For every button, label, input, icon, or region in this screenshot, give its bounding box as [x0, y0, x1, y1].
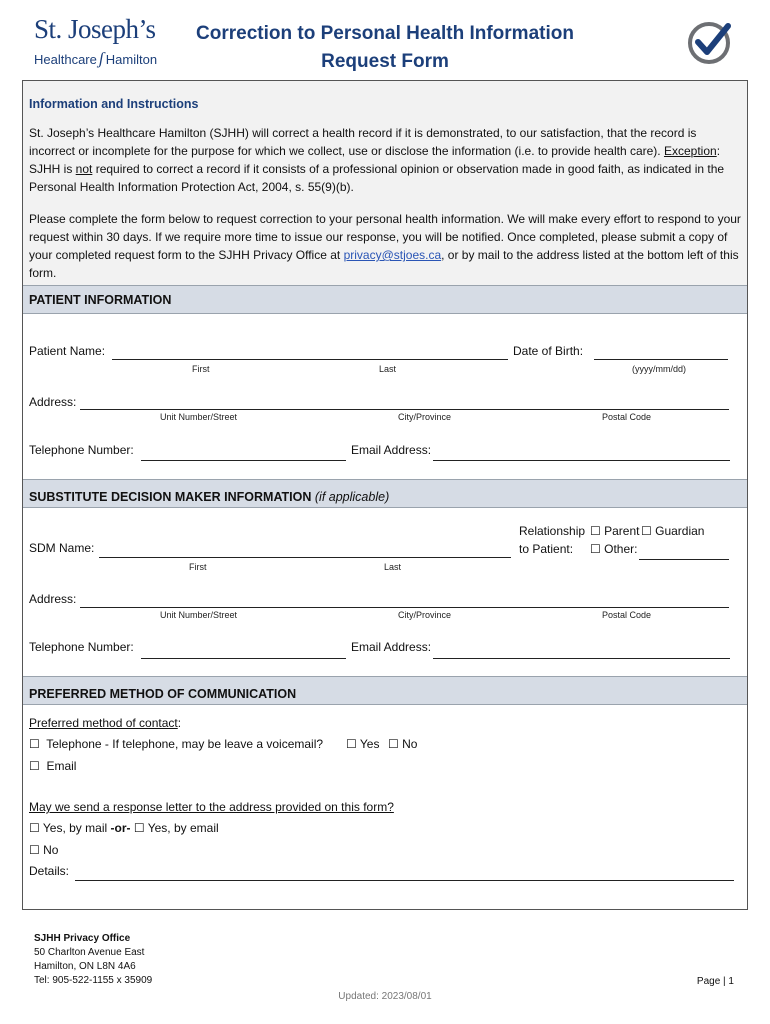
submit-text: Please complete the form below to request correction to your personal health information. We will make every effort to respond to your request within 30 days. If we require more time to issue our response, you will be notified. Once completed, please submit a copy of your completed request form to the SJHH Privacy Office at: [29, 212, 741, 262]
patient-city-caption: City/Province: [398, 412, 452, 422]
dob-input[interactable]: [594, 359, 728, 360]
footer-city: Hamilton, ON L8N 4A6: [34, 961, 136, 972]
logo-subtitle: [34, 49, 157, 69]
voicemail-no-checkbox[interactable]: ☐: [388, 737, 399, 751]
exception-text-b: required to correct a record if it consists of a professional opinion or observation made in good faith, as indicated in the Personal Health Information Protection Act, 2004, s. 55(9)(b).: [29, 162, 725, 194]
email-option[interactable]: [29, 759, 76, 773]
instructions-paragraph-1: [29, 124, 741, 196]
patient-email-input[interactable]: [433, 460, 730, 461]
patient-name-label: Patient Name:: [29, 344, 106, 358]
sdm-email-input[interactable]: [433, 658, 730, 659]
sdm-section-title: [29, 490, 389, 504]
guardian-label: Guardian: [655, 524, 705, 538]
footer-updated: Updated: 2023/08/01: [338, 991, 432, 1002]
patient-name-input[interactable]: [112, 359, 508, 360]
title-line-1: Correction to Personal Health Information: [196, 23, 574, 44]
parent-checkbox[interactable]: ☐: [590, 524, 601, 538]
parent-label: Parent: [604, 524, 640, 538]
voicemail-yes-option[interactable]: [346, 737, 379, 751]
relationship-label: Relationship: [519, 524, 586, 538]
sdm-first-caption: First: [189, 562, 207, 572]
parent-option[interactable]: [590, 524, 639, 538]
sdm-city-caption: City/Province: [398, 610, 452, 620]
page-title: [150, 20, 620, 76]
letter-no-label: No: [43, 843, 59, 857]
patient-first-caption: First: [192, 364, 210, 374]
patient-street-caption: Unit Number/Street: [160, 412, 238, 422]
sdm-phone-input[interactable]: [141, 658, 346, 659]
patient-last-caption: Last: [379, 364, 397, 374]
to-patient-label: to Patient:: [519, 542, 574, 556]
other-checkbox[interactable]: ☐: [590, 542, 601, 556]
voicemail-yes-label: Yes: [359, 737, 380, 751]
communication-section-header: [23, 676, 747, 705]
letter-no-option[interactable]: [29, 843, 58, 857]
sdm-phone-label: Telephone Number:: [29, 640, 134, 654]
sdm-name-input[interactable]: [99, 557, 511, 558]
patient-section-header: [23, 285, 747, 314]
other-label: Other:: [604, 542, 638, 556]
details-label: Details:: [29, 864, 70, 878]
footer-street: 50 Charlton Avenue East: [34, 947, 145, 958]
other-relationship-input[interactable]: [639, 559, 729, 560]
communication-section-title: PREFERRED METHOD OF COMMUNICATION: [29, 687, 297, 701]
patient-address-label: Address:: [29, 395, 77, 409]
sdm-street-caption: Unit Number/Street: [160, 610, 238, 620]
privacy-email-link[interactable]: privacy@stjoes.ca: [343, 248, 442, 262]
patient-email-label: Email Address:: [351, 443, 432, 457]
logo-hamilton: Hamilton: [105, 52, 158, 67]
yes-mail-label: Yes, by mail: [42, 821, 108, 835]
exception-not: not: [75, 162, 93, 176]
yes-email-label: Yes, by email: [147, 821, 219, 835]
instructions-heading: Information and Instructions: [29, 97, 199, 111]
preferred-contact-label: Preferred method of contact: [29, 716, 178, 730]
telephone-option[interactable]: [29, 737, 323, 751]
logo-healthcare: Healthcare: [34, 52, 97, 67]
sdm-last-caption: Last: [384, 562, 402, 572]
exception-text-a: : SJHH is: [29, 144, 721, 176]
letter-no-checkbox[interactable]: ☐: [29, 843, 40, 857]
patient-section-title: PATIENT INFORMATION: [29, 293, 172, 307]
telephone-label: Telephone - If telephone, may be leave a voicemail?: [46, 737, 324, 751]
telephone-checkbox[interactable]: ☐: [29, 737, 40, 751]
or-label: -or-: [110, 821, 131, 835]
patient-phone-input[interactable]: [141, 460, 346, 461]
details-input[interactable]: [75, 880, 734, 881]
sdm-postal-caption: Postal Code: [602, 610, 652, 620]
letter-options-row: [29, 821, 219, 835]
email-checkbox[interactable]: ☐: [29, 759, 40, 773]
sdm-address-label: Address:: [29, 592, 77, 606]
submit-text-end: , or by mail to the address listed at the bottom left of this form.: [29, 248, 739, 280]
other-option[interactable]: [590, 542, 637, 556]
exception-label: Exception: [663, 144, 717, 158]
patient-postal-caption: Postal Code: [602, 412, 652, 422]
footer-office: SJHH Privacy Office: [34, 933, 131, 944]
checkmark-badge-icon: [686, 18, 734, 66]
sdm-note: (if applicable): [314, 490, 390, 504]
sdm-email-label: Email Address:: [351, 640, 432, 654]
patient-phone-label: Telephone Number:: [29, 443, 134, 457]
dob-label: Date of Birth:: [513, 344, 584, 358]
yes-mail-checkbox[interactable]: ☐: [29, 821, 40, 835]
instructions-paragraph-2: [29, 210, 741, 282]
email-option-label: Email: [46, 759, 77, 773]
sdm-title-text: SUBSTITUTE DECISION MAKER INFORMATION: [29, 490, 312, 504]
voicemail-no-label: No: [402, 737, 418, 751]
letter-question: May we send a response letter to the address provided on this form?: [29, 800, 394, 814]
title-line-2: Request Form: [321, 51, 449, 72]
dob-format-caption: (yyyy/mm/dd): [632, 364, 686, 374]
instructions-text: St. Joseph’s Healthcare Hamilton (SJHH) will correct a health record if it is demonstrated, to our satisfaction, that the record is incorrect or incomplete for the purpose for which we collect, use or disclose the information (i.e. to provide health care).: [29, 126, 697, 158]
guardian-checkbox[interactable]: ☐: [641, 524, 652, 538]
sdm-address-input[interactable]: [80, 607, 729, 608]
logo-wordmark: St. Joseph’s: [34, 14, 156, 44]
preferred-colon: :: [177, 716, 182, 730]
logo-swirl-icon: ʃ: [98, 49, 104, 68]
footer-address: [34, 932, 152, 988]
yes-email-checkbox[interactable]: ☐: [133, 821, 145, 835]
patient-address-input[interactable]: [80, 409, 729, 410]
sdm-name-label: SDM Name:: [29, 541, 95, 555]
voicemail-no-option[interactable]: [388, 737, 417, 751]
voicemail-yes-checkbox[interactable]: ☐: [346, 737, 357, 751]
preferred-contact-heading: [29, 716, 181, 730]
sdm-section-header: [23, 479, 747, 508]
page-number: Page | 1: [696, 976, 734, 987]
guardian-option[interactable]: [641, 524, 704, 538]
footer-tel: Tel: 905-522-1155 x 35909: [34, 975, 153, 986]
